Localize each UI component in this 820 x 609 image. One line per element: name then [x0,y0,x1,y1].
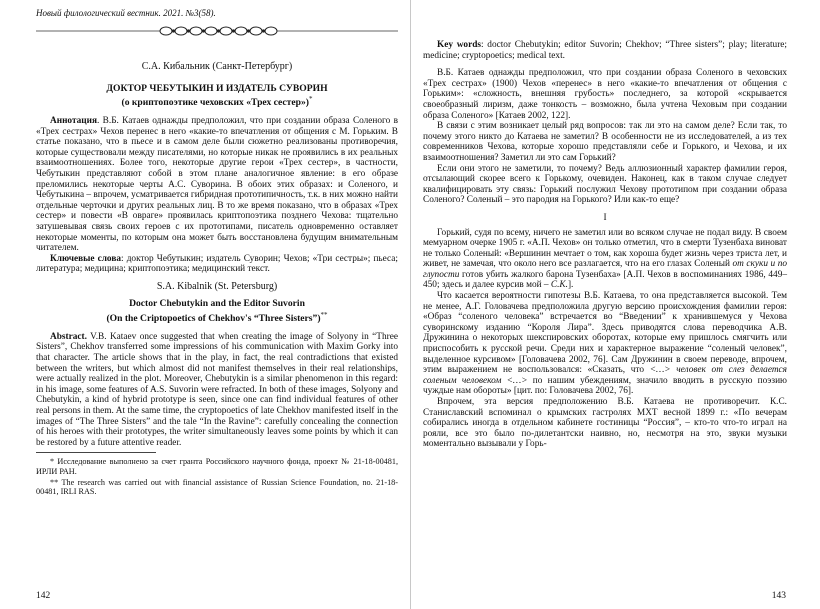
keywords-en-text: : doctor Chebutykin; editor Suvorin; Chekhov; “Three sisters”; play; literature; medicine; cryptopoetics; medical text. [423,40,788,61]
keywords-en-label: Key words [437,40,481,50]
footnote-mark-en: ** [320,311,328,320]
abstract-en [36,332,398,449]
author-en: S.A. Kibalnik (St. Petersburg) [156,280,278,292]
paragraph-5-italic: <…> человек от слез делается соленым человеком <…> [423,365,787,386]
paragraph-5-b: по нашим убеждениям, значило вводить в русскую поэзию чуждые нам обороты» [цит. по: Головачева 2002, 76]. [423,375,788,397]
footnote-mark-ru: * [308,95,313,104]
paragraph-2: В связи с этим возникает целый ряд вопросов: так ли это на самом деле? Если так, то почему этого никто до Катаева не заметил? В особенности не из исследователей, а из тех современников Чехова, которые хорошо представляли себе и Горького, и Чехова, и их взаимоотношения? Заметил ли это сам Горький? [423,121,787,163]
footnote-divider [36,452,156,453]
left-column [36,46,398,497]
abstract-ru [36,116,398,254]
title-ru-line2 [36,94,398,109]
right-page [410,0,820,609]
paragraph-4-a: Горький, судя по всему, ничего не заметил или во всяком случае не подал виду. В своем мемуарном очерке 1905 г. «А.П. Чехов» он только отметил, что в смерти Тузенбаха виноват не только Соленый: «Вершинин мечтает о том, как хороша будет жизнь через триста лет, и живет, не замечая, что около него все разлагается, что на его глазах Соленый [423,227,787,270]
header-ornament [36,24,398,38]
page-number-left: 142 [36,591,51,601]
running-header: Новый филологический вестник. 2021. №3(58). [36,8,216,18]
paragraph-4-c: ]. [567,280,574,291]
keywords-ru-label: Ключевые слова [50,253,122,264]
paragraph-4-signature: С.К. [550,280,568,291]
paragraph-5-a: Что касается вероятности гипотезы В.Б. Катаева, то она представляется высокой. Тем не менее, А.Г. Головачева предположила другую версию происхождения фамилии героя: «Образ “соленого человека” встречается во “Введении” к хранившемуся у Чехова суворинскому изданию “Короля Лира”. Здесь приводятся слова переводчика А.В. Дружинина о некоторых шекспировских оборотах, которые ему пришлось смягчить или приспособить к русской речи. Среди них и характерное выражение “соленый человек”, выделенное курсивом» [Головачева 2002, 76]. Сам Дружинин в своем переводе, впрочем, этим выражением не воспользовался: «Сказать, что [423,291,787,376]
paragraph-1: В.Б. Катаев однажды предположил, что при создании образа Соленого в чеховских «Трех сестрах» (1900) Чехов «перенес» в него «какие-то впечатления от общения с Горьким»: «сложность, внешняя грубость» последнего, за которой «скрывается своеобразный лиризм, даже тонкость – возможно, была учтена Чеховым при создании образа Соленого» [Катаев 2002, 122]. [423,68,787,121]
footnote-2: ** The research was carried out with financial assistance of Russian Science Foundation, no. 21-18-00481, IRLI RAS. [36,477,398,497]
title-ru-subtitle: (о криптопоэтике чеховских «Трех сестер») [121,97,309,109]
keywords-ru [36,254,398,275]
author-ru: С.А. Кибальник (Санкт-Петербург) [141,61,293,72]
paragraph-4-italic: от скуки и по глупости [423,259,788,280]
paragraph-4-b: готов убить жалкого барона Тузенбаха» [А.П. Чехов в воспоминаниях 1986, 449–450; здесь и далее курсив мой – [423,269,787,291]
abstract-en-text: V.B. Kataev once suggested that when creating the image of Solyony in “Three Sisters”, Chekhov transferred some impressions of his communication with Maxim Gorky into that character. The article shows that in the play, in fact, the real contradictions that existed between the writers, but which almost did not manifest themselves in their real relationships, were actually realized in the plot. Moreover, Chebutykin is a similar phenomenon in this regard: in his image, some features of A.S. Suvorin were refracted. In both of these images, Solyony and Chebutykin, a kind of hybrid prototype is seen, since one can find individual features of other real persons in them. At the same time, the cryptopoetics of late Chekhov manifested itself in the images of “The Three Sisters” and the tale “In the Ravine”: carefully concealing the connection of his heroes with their prototypes, the writer simultaneously leaves some points by which it can be restored by a future attentive reader. [36,331,398,448]
title-ru-line1: ДОКТОР ЧЕБУТЫКИН И ИЗДАТЕЛЬ СУВОРИН [106,82,328,94]
title-en-line2 [36,310,398,325]
footnote-1: * Исследование выполнено за счет гранта Российского научного фонда, проект № 21-18-00481, ИРЛИ РАН. [36,457,398,476]
paragraph-6: Впрочем, эта версия предположению В.Б. Катаева не противоречит. К.С. Станиславский вспоминал о крымских гастролях МХТ весной 1899 г.: «По вечерам собирались иногда в отдельном кабинете гостиницы “Россия”, – кто-то что-то играл на рояли, все это было по-дилетантски наивно, но, несмотря на это, звуки музыки моментально вызывали у Горь- [423,397,787,450]
keywords-ru-text: : доктор Чебутыкин; издатель Суворин; Чехов; «Три сестры»; пьеса; литература; медицина; криптопоэтика; медицинский текст. [36,253,398,275]
right-column [423,40,787,450]
paragraph-5 [423,291,787,397]
title-en-subtitle: (On the Criptopoetics of Chekhov's “Three Sisters”) [106,313,321,325]
abstract-en-label: Abstract. [50,331,87,342]
section-number: I [603,212,607,223]
paragraph-3: Если они этого не заметили, то почему? Ведь аллюзионный характер фамилии героя, отсылающий скорее всего к Горькому, очевиден. Наконец, как в таком случае следует квалифицировать эту связь: Горький послужил Чехову прототипом при создании образа Соленого? Соленый – это пародия на Горького? Или как-то еще? [423,163,787,206]
abstract-ru-text: . В.Б. Катаев однажды предположил, что при создании образа Соленого в «Трех сестрах» Чехов перенес в него «какие-то впечатления от общения с М. Горьким. В статье показано, что в пьесе и в самом деле были сюжетно реализованы противоречия, которые существовали между писателями, но которые никак не проявились в их реальных взаимоотношениях. Более того, некоторые другие герои «Трех сестер», в частности, Чебутыкин представляют собой в этом плане аналогичное явление: в его образе преломились некоторые черты А.С. Суворина. В обоих этих образах: и Соленого, и Чебутыкина – впрочем, усматривается гибридная прототипичность, т.к. в них можно найти отдельные черточки и других реальных лиц. В то же время показано, что в образах «Трех сестер» и повести «В овраге» проявилась криптопоэтика позднего Чехова: тщательно затушевывая связь своих героев с их прототипами, писатель одновременно оставляет некоторые моменты, по которым она может быть восстановлена будущим внимательным читателем. [36,115,398,254]
abstract-ru-label: Аннотация [50,115,98,126]
keywords-en [423,40,787,61]
paragraph-4 [423,228,787,292]
page-number-right: 143 [771,591,786,601]
title-en-line1: Doctor Chebutykin and the Editor Suvorin [129,298,305,310]
